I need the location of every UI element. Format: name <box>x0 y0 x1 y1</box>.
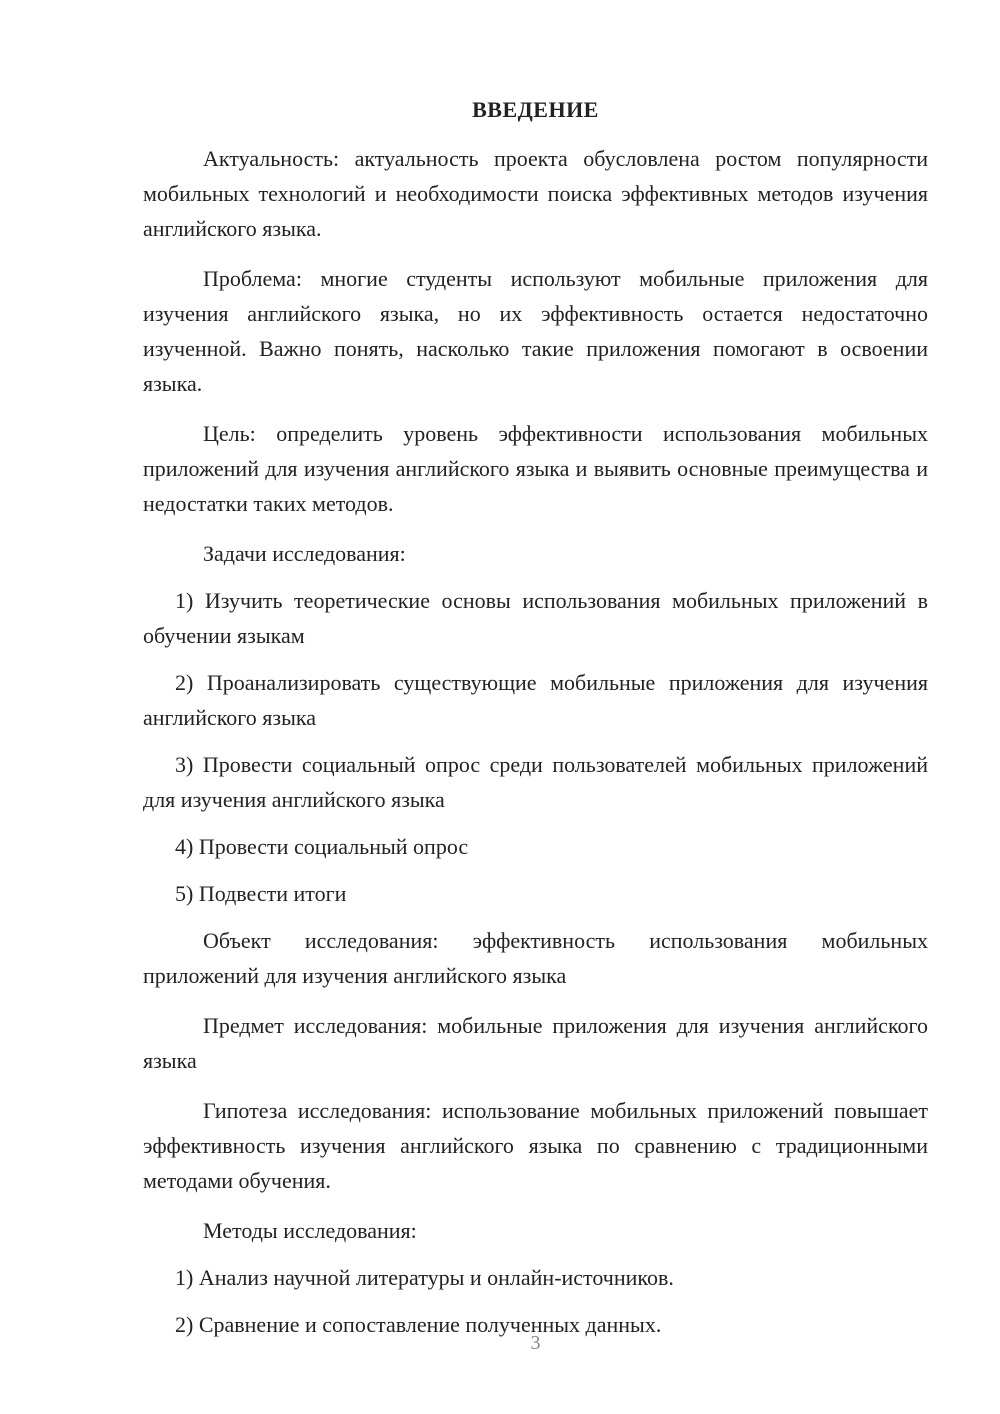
page-content <box>143 92 928 1354</box>
hypothesis-paragraph: Гипотеза исследования: использование мобильных приложений повышает эффективность изучения английского языка по сравнению с традиционными методами обучения. <box>143 1098 928 1193</box>
methods-heading: Методы исследования: <box>203 1218 417 1243</box>
goal-paragraph: Цель: определить уровень эффективности использования мобильных приложений для изучения английского языка и выявить основные преимущества и недостатки таких методов. <box>143 421 928 516</box>
task-item-2: 2) Проанализировать существующие мобильные приложения для изучения английского языка <box>143 670 928 730</box>
task-item-4: 4) Провести социальный опрос <box>175 834 469 859</box>
tasks-heading: Задачи исследования: <box>203 541 406 566</box>
object-paragraph: Объект исследования: эффективность использования мобильных приложений для изучения английского языка <box>143 928 928 988</box>
method-item-1: 1) Анализ научной литературы и онлайн-источников. <box>175 1265 674 1290</box>
method-item-2: 2) Сравнение и сопоставление полученных данных. <box>175 1312 662 1337</box>
page-number: 3 <box>530 1332 541 1354</box>
page-title: ВВЕДЕНИЕ <box>472 97 599 122</box>
subject-paragraph: Предмет исследования: мобильные приложения для изучения английского языка <box>143 1013 928 1073</box>
problem-paragraph: Проблема: многие студенты используют мобильные приложения для изучения английского языка, но их эффективность остается недостаточно изученной. Важно понять, насколько такие приложения помогают в освоении языка. <box>143 266 928 396</box>
relevance-paragraph: Актуальность: актуальность проекта обусловлена ростом популярности мобильных технологий и необходимости поиска эффективных методов изучения английского языка. <box>143 146 928 241</box>
task-item-3: 3) Провести социальный опрос среди пользователей мобильных приложений для изучения английского языка <box>143 752 928 812</box>
task-item-5: 5) Подвести итоги <box>175 881 347 906</box>
task-item-1: 1) Изучить теоретические основы использования мобильных приложений в обучении языкам <box>143 588 928 648</box>
